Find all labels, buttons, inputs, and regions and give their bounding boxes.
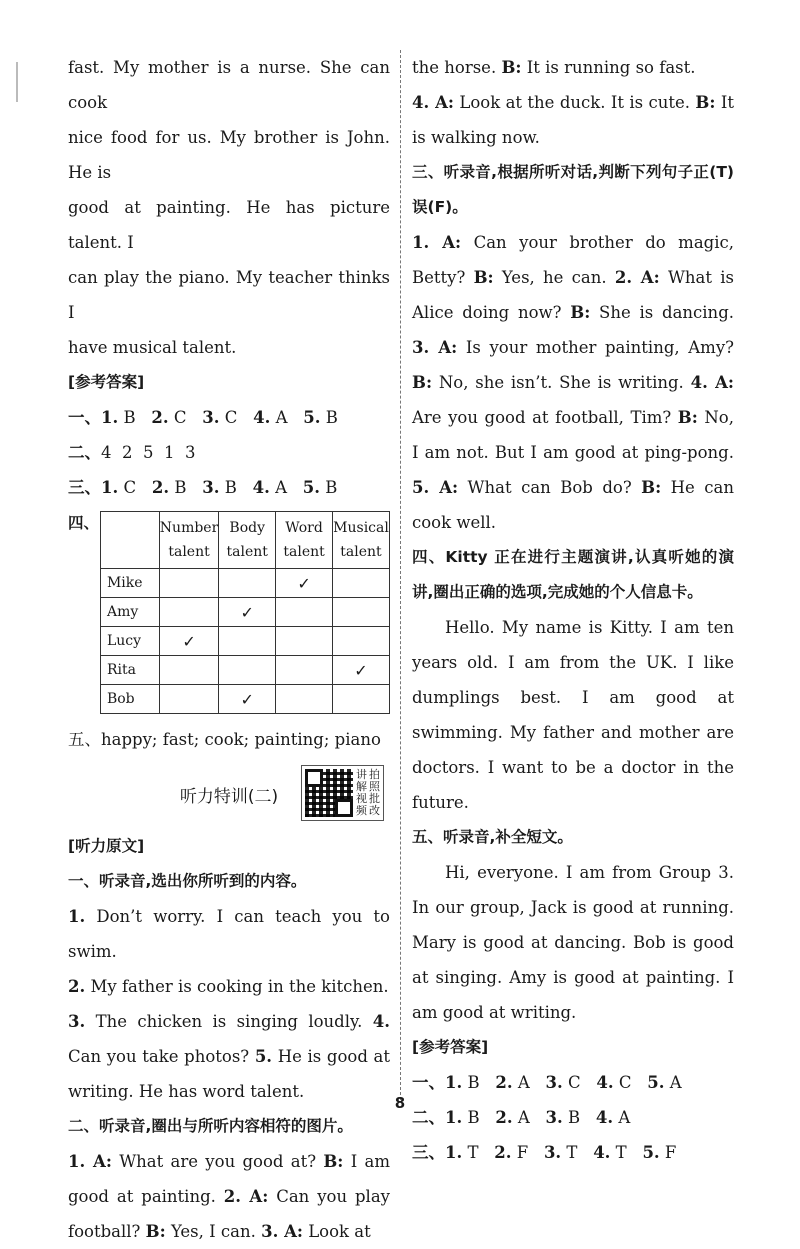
row-name: Lucy bbox=[100, 627, 159, 656]
right-column bbox=[412, 50, 734, 1170]
header-body-talent: Body talent bbox=[219, 512, 276, 569]
answer-key-label: [参考答案] bbox=[68, 373, 145, 391]
cell bbox=[159, 656, 218, 685]
answer-line-2: 二、1. B 2. A 3. B 4. A bbox=[412, 1108, 631, 1127]
s2-dialogue: 1. A: What are you good at? B: I am good at painting. 2. A: Can you play football? B: Yes, I can. 3. A: Look at bbox=[68, 1152, 390, 1241]
answer-line-1: 一、1. B 2. C 3. C 4. A 5. B bbox=[68, 408, 338, 427]
text-line: good at painting. He has picture talent. I bbox=[68, 198, 390, 252]
cell bbox=[219, 656, 276, 685]
cell bbox=[276, 598, 333, 627]
header-musical-talent: Musical talent bbox=[333, 512, 390, 569]
cell bbox=[333, 569, 390, 598]
s1-item: 2. My father is cooking in the kitchen. bbox=[68, 977, 389, 996]
section-three-heading: 三、听录音,根据所听对话,判断下列句子正(T)误(F)。 bbox=[412, 163, 734, 216]
talent-table bbox=[100, 511, 390, 714]
answer-key-label: [参考答案] bbox=[412, 1038, 489, 1056]
s3-dialogue: 1. A: Can your brother do magic, Betty? B: Yes, he can. 2. A: What is Alice doing now? B: She is dancing. 3. A: Is your mother painting, Amy? B: No, she isn’t. She is writing. 4. A: Are you good at football, Tim? B: No, I am not. But I am good at ping-pong. 5. A: What can Bob do? B: He can cook well. bbox=[412, 233, 734, 532]
header-number-talent: Number talent bbox=[159, 512, 218, 569]
column-divider bbox=[400, 50, 401, 1100]
s1-item: 3. The chicken is singing loudly. 4. Can you take photos? 5. He is good at writing. He has word talent. bbox=[68, 1012, 391, 1101]
cell bbox=[333, 598, 390, 627]
table-header-row bbox=[100, 512, 389, 569]
s2-continued: the horse. B: It is running so fast. bbox=[412, 58, 696, 77]
cell: ✓ bbox=[219, 598, 276, 627]
cell: ✓ bbox=[333, 656, 390, 685]
text-line: fast. My mother is a nurse. She can cook bbox=[68, 58, 390, 112]
table-row bbox=[100, 656, 389, 685]
qr-code-icon[interactable] bbox=[305, 769, 353, 817]
cell bbox=[159, 685, 218, 714]
section-two-heading: 二、听录音,圈出与所听内容相符的图片。 bbox=[68, 1117, 353, 1135]
row-name: Rita bbox=[100, 656, 159, 685]
answer-line-1: 一、1. B 2. A 3. C 4. C 5. A bbox=[412, 1073, 682, 1092]
text-line: can play the piano. My teacher thinks I bbox=[68, 268, 390, 322]
s4-speech-text: Hello. My name is Kitty. I am ten years old. I am from the UK. I like dumplings best. I am good at swimming. My father and mother are doctors. I want to be a doctor in the future. bbox=[412, 618, 734, 812]
qr-code-box[interactable] bbox=[301, 765, 384, 821]
left-column bbox=[68, 50, 390, 1249]
cell bbox=[159, 598, 218, 627]
section-four-heading: 四、Kitty 正在进行主题演讲,认真听她的演讲,圈出正确的选项,完成她的个人信息卡。 bbox=[412, 548, 734, 601]
cell: ✓ bbox=[219, 685, 276, 714]
row-name: Bob bbox=[100, 685, 159, 714]
answer-line-3: 三、1. C 2. B 3. B 4. A 5. B bbox=[68, 478, 338, 497]
table-row bbox=[100, 569, 389, 598]
table-row bbox=[100, 685, 389, 714]
qr-caption: 讲 拍 解 照 视 批 频 改 bbox=[356, 768, 380, 817]
cell: ✓ bbox=[159, 627, 218, 656]
talent-table-block bbox=[68, 511, 390, 714]
cell bbox=[219, 627, 276, 656]
cell: ✓ bbox=[276, 569, 333, 598]
section-five-answer: 五、happy; fast; cook; painting; piano bbox=[68, 730, 381, 749]
cell bbox=[333, 685, 390, 714]
text-line: have musical talent. bbox=[68, 338, 237, 357]
answer-line-2: 二、4 2 5 1 3 bbox=[68, 443, 196, 462]
cell bbox=[276, 685, 333, 714]
cell bbox=[276, 627, 333, 656]
cell bbox=[333, 627, 390, 656]
section-title: 听力特训(二) bbox=[179, 786, 279, 807]
table-row bbox=[100, 598, 389, 627]
s2-continued: 4. A: Look at the duck. It is cute. B: It is walking now. bbox=[412, 93, 734, 147]
intro-text bbox=[68, 50, 390, 365]
page-number: 8 bbox=[394, 1094, 406, 1112]
margin-mark bbox=[16, 62, 18, 102]
row-name: Amy bbox=[100, 598, 159, 627]
table-row bbox=[100, 627, 389, 656]
s1-item: 1. Don’t worry. I can teach you to swim. bbox=[68, 907, 390, 961]
original-text-label: [听力原文] bbox=[68, 837, 145, 855]
cell bbox=[276, 656, 333, 685]
row-name: Mike bbox=[100, 569, 159, 598]
cell bbox=[219, 569, 276, 598]
s5-passage-text: Hi, everyone. I am from Group 3. In our group, Jack is good at running. Mary is good at dancing. Bob is good at singing. Amy is good at painting. I am good at writing. bbox=[412, 863, 734, 1022]
table-label: 四、 bbox=[68, 514, 100, 532]
section-one-heading: 一、听录音,选出你所听到的内容。 bbox=[68, 872, 307, 890]
cell bbox=[159, 569, 218, 598]
section-title-row bbox=[68, 763, 390, 825]
text-line: nice food for us. My brother is John. He is bbox=[68, 128, 390, 182]
corner-cell bbox=[100, 512, 159, 569]
section-five-heading: 五、听录音,补全短文。 bbox=[412, 828, 573, 846]
answer-line-3: 三、1. T 2. F 3. T 4. T 5. F bbox=[412, 1143, 677, 1162]
header-word-talent: Word talent bbox=[276, 512, 333, 569]
